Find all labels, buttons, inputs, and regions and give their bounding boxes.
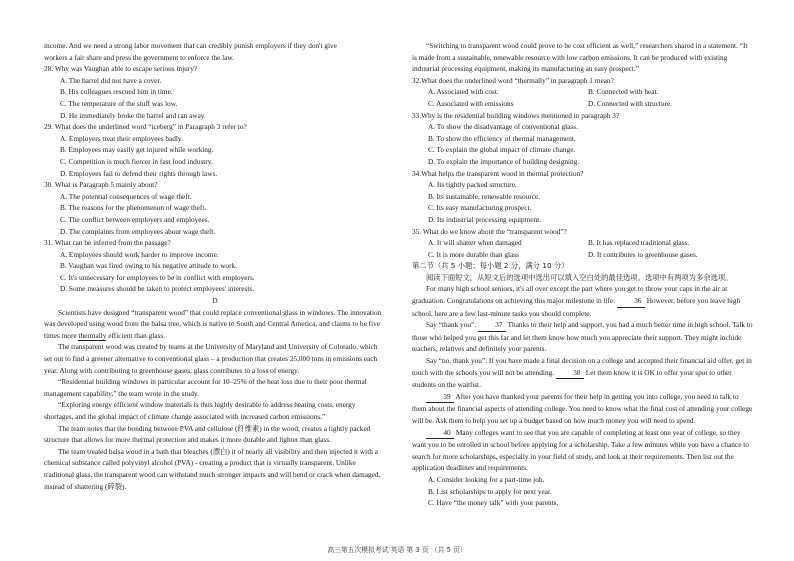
paragraph-text: After you have thanked your parents for their help in getting you into college, you need to talk to them about the financial aspects of attending college. You need to know what the final cost of attending your college will be. Ask them to help you set up a budget based on how much money you will need to spend. [412, 391, 753, 425]
paragraph-text: efficient than glass. [106, 330, 166, 340]
question-29: 29. What does the underlined word “iceberg” in Paragraph 3 refer to? [44, 122, 247, 132]
paragraph-text: Scientists have designed “transparent wood” that could replace conventional glass in windows. The innovation was developed using wood from the balsa tree, which is native to South and Central America, and claims to be five times more [44, 307, 382, 340]
option: C. Associated with emissions [428, 98, 514, 108]
option: A. The barrel did not have a cover. [60, 75, 162, 85]
cloze-paragraph-5 [412, 427, 754, 474]
intro-line: workers a fair share and press the government to enforce the law. [44, 52, 234, 62]
option-row [412, 237, 754, 249]
paragraph-text: Say “no, thank you”. If you have made a final decision on a college and accepted their financial aid offer, get in touch with the schools you will not be attending. [412, 356, 752, 377]
underlined-word: thermally [78, 330, 107, 340]
cloze-paragraph-1 [412, 283, 754, 319]
choice: B. List scholarships to apply for next year. [428, 486, 552, 496]
page-footer: 高三第五次模拟考试 英语 第 3 页 （共 5 页） [327, 546, 467, 554]
choice: A. Consider looking for a part-time job. [428, 474, 545, 484]
option-row [412, 249, 754, 261]
paragraph-text: Say “thank you”. [426, 320, 478, 330]
option: B. Connected with heat. [588, 87, 659, 97]
option: D. The complaints from employees about wage theft. [60, 226, 216, 236]
option: B. Employees may easily get injured while working. [60, 145, 214, 155]
blank-38: 38 [556, 367, 584, 380]
option: B. The reasons for the phenomenon of wage theft. [60, 203, 207, 213]
option: A. It will shatter when damaged [428, 238, 522, 248]
paragraph-text: Thanks to their help and support, you had a much better time in high school. Talk to those who helped you get this far and let them know how much you appreciate their support. They might include teachers, relatives and definitely your parents. [412, 320, 753, 354]
option: D. Employees fail to defend their rights through laws. [60, 168, 218, 178]
option: C. Its easy manufacturing prospect. [428, 203, 532, 213]
option: A. The potential consequences of wage theft. [60, 191, 192, 201]
question-34: 34.What helps the transparent wood in thermal protection? [412, 168, 584, 178]
passage-paragraph-1 [44, 307, 386, 342]
passage-paragraph-5: The team notes that the bonding between PVA and cellulose (纤维素) in the wood, creates a tightly packed structure that allows for more thermal protection and makes it more durable and lighter than glass. [44, 423, 371, 445]
question-35: 35. What do we know about the “transparent wood”? [412, 226, 567, 236]
section-heading: 第二节（共 5 小题；每小题 2 分，满分 10 分） [412, 261, 569, 271]
option: C. The conflict between employers and employees. [60, 214, 210, 224]
choice: C. Have “the money talk” with your parents. [428, 498, 559, 508]
option: A. Associated with cost. [428, 87, 499, 97]
paragraph-text: However, before you leave high school, here are a few last-minute tasks you should complete. [412, 296, 741, 318]
passage-paragraph-3: “Residential building windows in particular account for 10–25% of the heat loss due to their poor thermal management capability,” the team wrote in the study. [44, 377, 367, 398]
passage-paragraph-2: The transparent wood was created by teams at the University of Maryland and University of Colorado, which set out to find a greener alternative to conventional glass – a production that creates 25,000 tons in emissions each year. Along with contributing to greenhouse gases, glass contributes to a loss of energy. [44, 342, 378, 375]
passage-quote: “Switching to transparent wood could prove to be cost efficient as well,” researchers shared in a statement. “It is made from a sustainable, renewable resource with low carbon emissions. It can be produced with existing industrial processing equipment, making its manufacturing an easy prospect.” [412, 41, 748, 74]
passage-paragraph-6: The team treated balsa wood in a bath that bleaches (漂白) it of nearly all visibility and then injected it with a chemical substance called polyvinyl alcohol (PVA) - creating a product that is virtually transparent. Unlike traditional glass, the transparent wood can withstand much stronger impacts and will bend or crack when damaged, instead of shattering (碎裂). [44, 446, 381, 491]
option: A. To show the disadvantage of conventional glass. [428, 122, 578, 132]
paragraph-text: For many high school seniors, it's all over except the part where you get to throw your caps in the air at graduation. Congratulations on achieving this major milestone in life. [412, 284, 728, 306]
passage-letter: D [212, 296, 218, 306]
option: C. It's unnecessary for employees to be in conflict with employers. [60, 272, 255, 282]
option: B. To show the efficiency of thermal management. [428, 133, 576, 143]
option: A. Employers treat their employees badly. [60, 133, 183, 143]
option: D. Its industrial processing equipment. [428, 214, 542, 224]
section-instructions: 阅读下面短文，从短文后的选项中选出可以填入空白处的最佳选项。选项中有两项为多余选项。 [426, 272, 733, 282]
option: C. Competition is much fiercer in fast food industry. [60, 156, 213, 166]
passage-paragraph-4: “Exploring energy efficient window materials is thus highly desirable to address heating costs, energy shortages, and the global impact of climate change associated with increased carbon emissions.” [44, 400, 356, 421]
option-row [412, 86, 754, 98]
paragraph-text: Many colleges want to see that you are capable of completing at least one year of college, so they want you to be enrolled in school before applying for a scholarship. Take a few minutes while you have a chance to search for more scholarships, especially in your field of study, and look at their requirements. Then list out the application deadlines and requirements. [412, 427, 749, 473]
question-31: 31. What can be inferred from the passage? [44, 238, 171, 248]
question-32: 32.What does the underlined word “thermally” in paragraph 1 mean? [412, 75, 614, 85]
cloze-paragraph-2 [412, 319, 754, 355]
blank-36: 36 [617, 295, 645, 308]
option: C. To explain the global impact of climate change. [428, 145, 576, 155]
left-column [44, 40, 386, 492]
option-row [412, 98, 754, 110]
option: D. To explain the importance of building designing. [428, 156, 580, 166]
blank-37: 37 [478, 319, 506, 332]
option: A. Its tightly packed structure. [428, 180, 517, 190]
cloze-paragraph-4 [412, 391, 754, 427]
option: D. Connected with structure. [588, 98, 673, 108]
option: D. Some measures should be taken to protect employees' interests. [60, 284, 255, 294]
blank-39: 39 [426, 391, 454, 404]
question-30: 30. What is Paragraph 5 mainly about? [44, 180, 158, 190]
option: D. He immediately broke the barrel and ran away. [60, 110, 206, 120]
option: D. It contributes to greenhouse gases. [588, 249, 698, 259]
blank-40: 40 [426, 427, 454, 440]
option: B. It has replaced traditional glass. [588, 238, 690, 248]
paragraph-text: Let them know it is OK to offer your spot to other students on the waitlist. [412, 367, 732, 390]
question-28: 28. Why was Vaughan able to escape serious injury? [44, 64, 198, 74]
option: B. Its sustainable, renewable resource. [428, 191, 541, 201]
question-33: 33.Why is the residential building windows mentioned in paragraph 3? [412, 110, 620, 120]
option: C. The temperature of the stuff was low. [60, 98, 178, 108]
cloze-paragraph-3 [412, 355, 754, 391]
option: C. It is more durable than glass [428, 249, 519, 259]
option: B. His colleagues rescued him in time. [60, 87, 173, 97]
option: B. Vaughan was fired owing to his negative attitude to work. [60, 261, 237, 271]
option: A. Employees should work harder to improve income. [60, 249, 219, 259]
right-column [412, 40, 754, 509]
intro-line: income. And we need a strong labor movement that can credibly punish employers if they don't give [44, 41, 337, 50]
